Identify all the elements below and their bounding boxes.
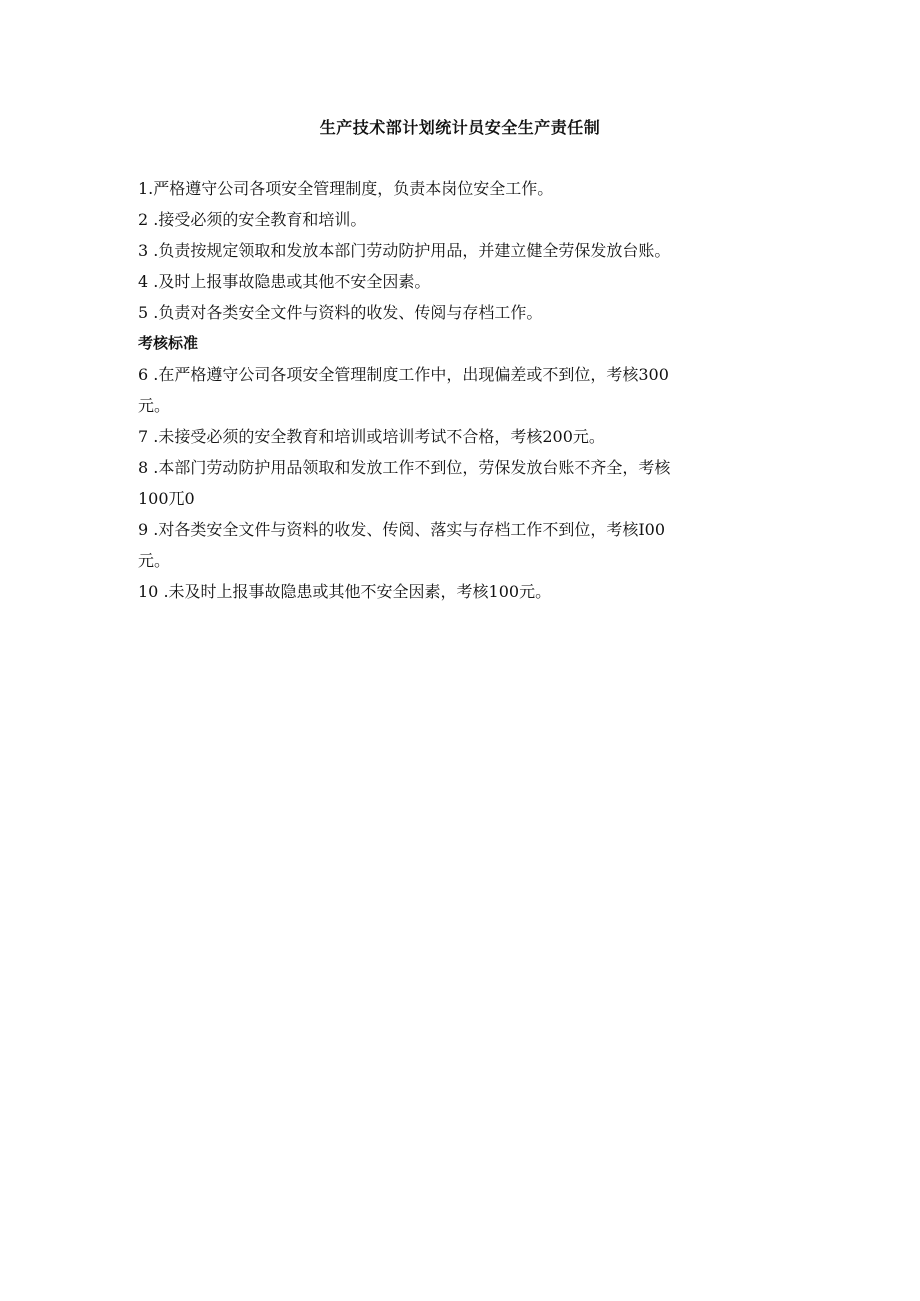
responsibility-item-2: 2 .接受必须的安全教育和培训。 (138, 210, 367, 229)
responsibility-item-5: 5 .负责对各类安全文件与资料的收发、传阅与存档工作。 (138, 303, 543, 322)
assessment-item-9-continued: 元。 (138, 551, 171, 570)
assessment-item-10: 10 .未及时上报事故隐患或其他不安全因素，考核100元。 (138, 582, 552, 601)
assessment-item-8: 8 .本部门劳动防护用品领取和发放工作不到位，劳保发放台账不齐全，考核 (138, 458, 671, 477)
assessment-item-8-continued: 100兀0 (138, 489, 195, 508)
assessment-item-6-continued: 元。 (138, 396, 171, 415)
responsibility-item-1: 1.严格遵守公司各项安全管理制度，负责本岗位安全工作。 (138, 179, 554, 198)
assessment-item-7: 7 .未接受必须的安全教育和培训或培训考试不合格，考核200元。 (138, 427, 605, 446)
assessment-heading: 考核标准 (138, 334, 199, 352)
document-title: 生产技术部计划统计员安全生产责任制 (319, 118, 601, 137)
responsibility-item-3: 3 .负责按规定领取和发放本部门劳动防护用品，并建立健全劳保发放台账。 (138, 241, 671, 260)
document-body (138, 173, 778, 607)
assessment-item-9: 9 .对各类安全文件与资料的收发、传阅、落实与存档工作不到位，考核I00 (138, 520, 666, 539)
assessment-item-6: 6 .在严格遵守公司各项安全管理制度工作中，出现偏差或不到位，考核300 (138, 365, 669, 384)
responsibility-item-4: 4 .及时上报事故隐患或其他不安全因素。 (138, 272, 431, 291)
